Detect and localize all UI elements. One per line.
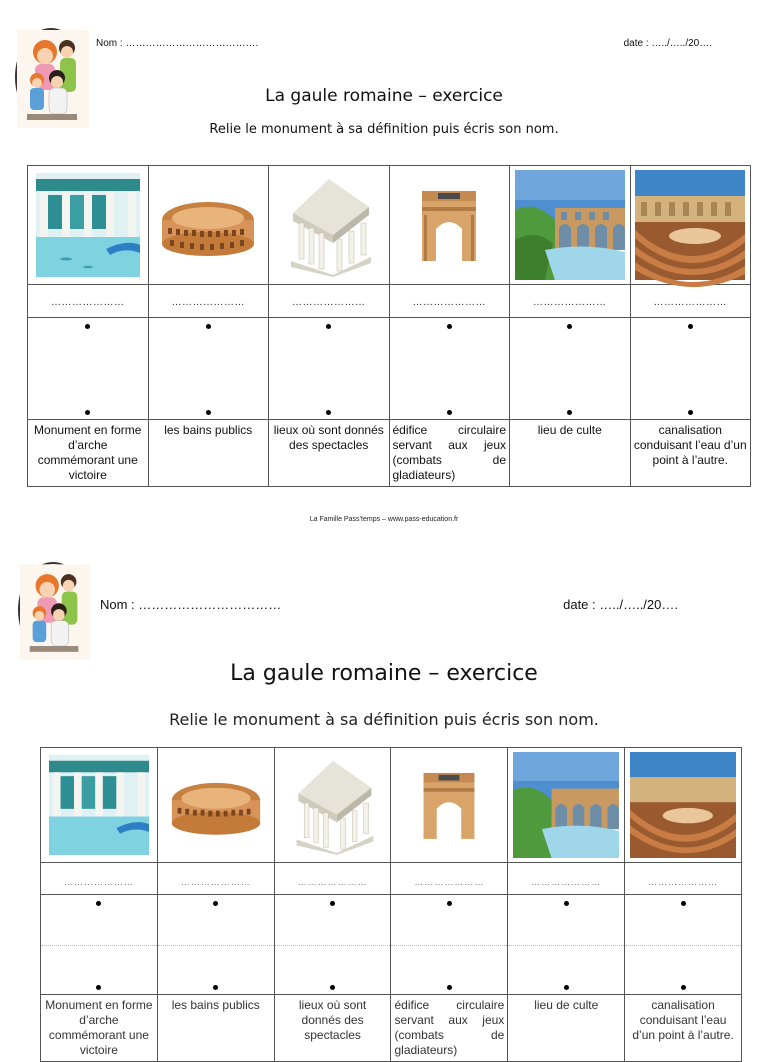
date-field: date : …../…../20…. bbox=[623, 38, 712, 49]
link-dot[interactable] bbox=[330, 985, 335, 990]
answer-blank[interactable]: ………………… bbox=[630, 285, 751, 318]
link-area[interactable] bbox=[389, 318, 510, 420]
date-field: date : …../…../20…. bbox=[563, 597, 678, 612]
aqueduct-icon bbox=[515, 170, 625, 280]
family-illustration bbox=[17, 30, 89, 128]
link-dot[interactable] bbox=[447, 901, 452, 906]
definition: Monument en forme d’arche commémorant une victoire bbox=[41, 995, 158, 1062]
link-area[interactable] bbox=[274, 895, 391, 995]
monument-cell bbox=[508, 748, 625, 863]
page-title: La gaule romaine – exercice bbox=[230, 661, 538, 686]
name-field: Nom : …………………………… bbox=[100, 597, 282, 612]
monument-cell bbox=[510, 166, 631, 285]
answer-blank[interactable]: ………………… bbox=[625, 863, 742, 895]
triumphal-arch-icon bbox=[414, 185, 484, 265]
link-dot[interactable] bbox=[681, 901, 686, 906]
answer-blank[interactable]: ………………… bbox=[269, 285, 390, 318]
link-area[interactable] bbox=[269, 318, 390, 420]
link-dot[interactable] bbox=[96, 985, 101, 990]
triumphal-arch-icon bbox=[416, 767, 482, 843]
link-dot[interactable] bbox=[564, 985, 569, 990]
monument-cell bbox=[630, 166, 751, 285]
aqueduct-icon bbox=[513, 752, 619, 858]
monument-images-row bbox=[41, 748, 742, 863]
monument-images-row bbox=[28, 166, 751, 285]
link-dot[interactable] bbox=[447, 410, 452, 415]
answer-blank[interactable]: ………………… bbox=[389, 285, 510, 318]
matching-table bbox=[27, 165, 751, 487]
answer-blank[interactable]: ………………… bbox=[274, 863, 391, 895]
worksheet-top bbox=[0, 0, 768, 510]
link-area[interactable] bbox=[157, 895, 274, 995]
link-dot[interactable] bbox=[213, 985, 218, 990]
definitions-row bbox=[41, 995, 742, 1062]
definition: les bains publics bbox=[157, 995, 274, 1062]
definition: les bains publics bbox=[148, 420, 269, 487]
link-dot[interactable] bbox=[206, 324, 211, 329]
instruction: Relie le monument à sa définition puis écris son nom. bbox=[209, 122, 559, 137]
link-dot[interactable] bbox=[447, 324, 452, 329]
link-dot[interactable] bbox=[96, 901, 101, 906]
definition: lieux où sont donnés des spectacles bbox=[269, 420, 390, 487]
colosseum-icon bbox=[168, 771, 264, 839]
theatre-icon bbox=[635, 170, 745, 280]
answer-blank[interactable]: ………………… bbox=[391, 863, 508, 895]
link-dot[interactable] bbox=[447, 985, 452, 990]
link-dot[interactable] bbox=[326, 324, 331, 329]
worksheet-bottom bbox=[0, 555, 768, 1057]
matching-table bbox=[40, 747, 742, 1062]
family-logo bbox=[18, 562, 88, 658]
family-logo bbox=[15, 28, 87, 126]
link-dot[interactable] bbox=[213, 901, 218, 906]
link-area[interactable] bbox=[41, 895, 158, 995]
link-area[interactable] bbox=[391, 895, 508, 995]
link-dot[interactable] bbox=[85, 410, 90, 415]
monument-cell bbox=[274, 748, 391, 863]
definition: Monument en forme d’arche commémorant une victoire bbox=[28, 420, 149, 487]
monument-cell bbox=[389, 166, 510, 285]
answer-blank[interactable]: ………………… bbox=[41, 863, 158, 895]
answer-blank[interactable]: ………………… bbox=[157, 863, 274, 895]
link-dot[interactable] bbox=[681, 985, 686, 990]
link-area[interactable] bbox=[625, 895, 742, 995]
linking-row bbox=[28, 318, 751, 420]
link-area[interactable] bbox=[630, 318, 751, 420]
link-dot[interactable] bbox=[206, 410, 211, 415]
link-dot[interactable] bbox=[330, 901, 335, 906]
page-title: La gaule romaine – exercice bbox=[265, 86, 503, 106]
definition: lieu de culte bbox=[510, 420, 631, 487]
temple-icon bbox=[285, 755, 381, 855]
answer-blank[interactable]: ………………… bbox=[508, 863, 625, 895]
monument-cell bbox=[148, 166, 269, 285]
monument-cell bbox=[41, 748, 158, 863]
answer-row bbox=[28, 285, 751, 318]
definition: édifice circulaire servant aux jeux (combats de gladiateurs) bbox=[391, 995, 508, 1062]
link-dot[interactable] bbox=[564, 901, 569, 906]
footer-credit: La Famille Pass’temps – www.pass-education.fr bbox=[309, 516, 459, 523]
linking-row bbox=[41, 895, 742, 995]
answer-blank[interactable]: ………………… bbox=[28, 285, 149, 318]
answer-blank[interactable]: ………………… bbox=[510, 285, 631, 318]
colosseum-icon bbox=[158, 190, 258, 260]
link-area[interactable] bbox=[148, 318, 269, 420]
definition: canalisation conduisant l’eau d’un point à l’autre. bbox=[630, 420, 751, 487]
monument-cell bbox=[269, 166, 390, 285]
family-illustration bbox=[20, 564, 90, 660]
monument-cell bbox=[391, 748, 508, 863]
thermal-baths-icon bbox=[49, 755, 149, 855]
name-field: Nom : …………………………………. bbox=[96, 38, 259, 49]
answer-blank[interactable]: ………………… bbox=[148, 285, 269, 318]
definition: lieu de culte bbox=[508, 995, 625, 1062]
link-area[interactable] bbox=[28, 318, 149, 420]
link-dot[interactable] bbox=[326, 410, 331, 415]
definition: lieux où sont donnés des spectacles bbox=[274, 995, 391, 1062]
link-area[interactable] bbox=[510, 318, 631, 420]
theatre-icon bbox=[630, 752, 736, 858]
link-dot[interactable] bbox=[567, 324, 572, 329]
monument-cell bbox=[625, 748, 742, 863]
link-dot[interactable] bbox=[688, 324, 693, 329]
monument-cell bbox=[28, 166, 149, 285]
definition: canalisation conduisant l’eau d’un point à l’autre. bbox=[625, 995, 742, 1062]
thermal-baths-icon bbox=[36, 173, 140, 277]
link-dot[interactable] bbox=[688, 410, 693, 415]
definition: édifice circulaire servant aux jeux (combats de gladiateurs) bbox=[389, 420, 510, 487]
monument-cell bbox=[157, 748, 274, 863]
link-dot[interactable] bbox=[85, 324, 90, 329]
link-dot[interactable] bbox=[567, 410, 572, 415]
answer-row bbox=[41, 863, 742, 895]
instruction: Relie le monument à sa définition puis écris son nom. bbox=[169, 710, 599, 729]
temple-icon bbox=[279, 173, 379, 277]
link-area[interactable] bbox=[508, 895, 625, 995]
definitions-row bbox=[28, 420, 751, 487]
